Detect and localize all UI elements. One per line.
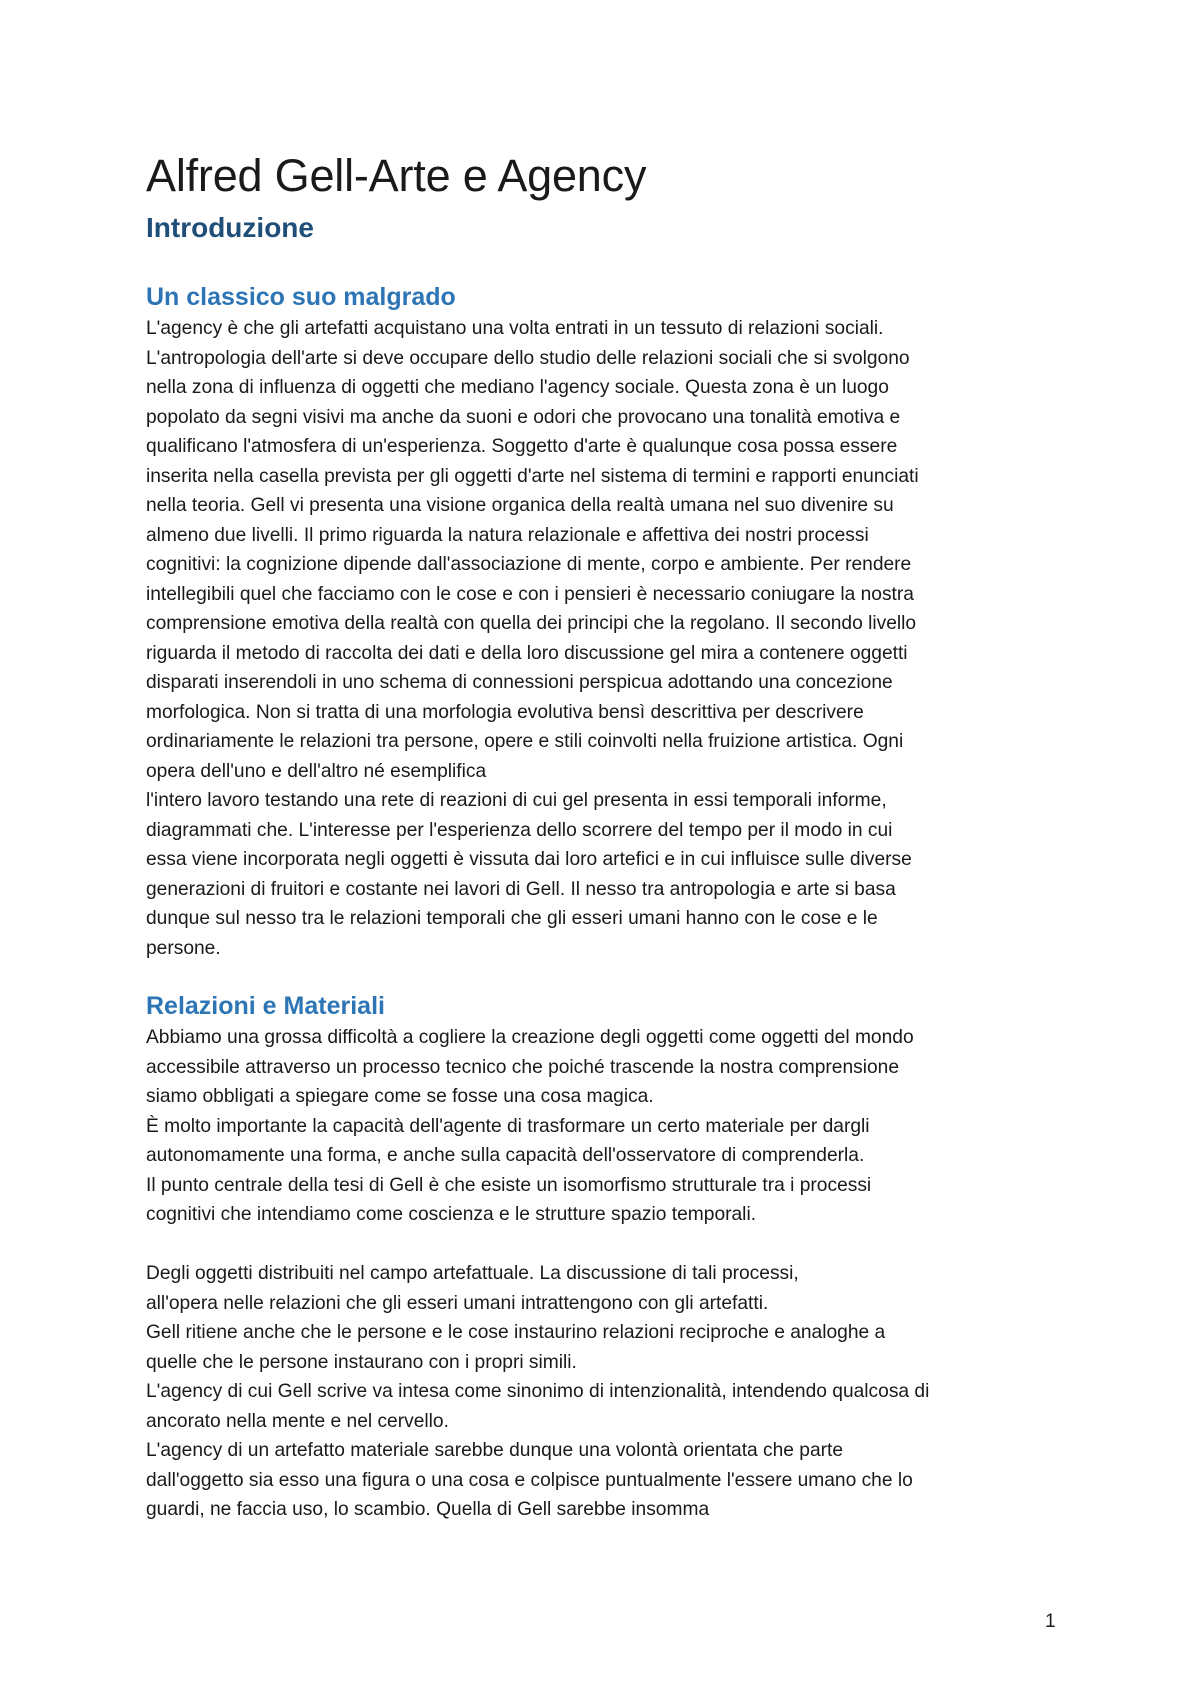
text-line: riguarda il metodo di raccolta dei dati e della loro discussione gel mira a contenere oggetti <box>146 642 908 664</box>
section-body <box>146 1023 1066 1525</box>
text-line: cognitivi che intendiamo come coscienza e le strutture spazio temporali. <box>146 1204 757 1225</box>
section-heading: Un classico suo malgrado <box>146 283 456 311</box>
text-line: diagrammati che. L'interesse per l'esperienza dello scorrere del tempo per il modo in cui <box>146 819 893 841</box>
text-line: L'antropologia dell'arte si deve occupare dello studio delle relazioni sociali che si svolgono <box>146 347 910 369</box>
section-heading: Relazioni e Materiali <box>146 992 385 1020</box>
page-number: 1 <box>1045 1611 1056 1632</box>
text-line: inserita nella casella prevista per gli oggetti d'arte nel sistema di termini e rapporti enunciati <box>146 465 919 487</box>
text-line: L'agency è che gli artefatti acquistano una volta entrati in un tessuto di relazioni sociali. <box>146 318 884 339</box>
section-body <box>146 314 1066 963</box>
text-line: nella teoria. Gell vi presenta una visione organica della realtà umana nel suo divenire su <box>146 495 894 516</box>
text-line: È molto importante la capacità dell'agente di trasformare un certo materiale per dargli <box>146 1115 870 1137</box>
document-subtitle: Introduzione <box>146 212 314 243</box>
text-line: intellegibili quel che facciamo con le cose e con i pensieri è necessario coniugare la nostra <box>146 583 914 605</box>
text-line: Abbiamo una grossa difficoltà a cogliere la creazione degli oggetti come oggetti del mondo <box>146 1027 914 1048</box>
text-line: persone. <box>146 937 221 959</box>
text-line: all'opera nelle relazioni che gli esseri umani intrattengono con gli artefatti. <box>146 1292 769 1314</box>
text-line: siamo obbligati a spiegare come se fosse una cosa magica. <box>146 1086 654 1107</box>
document-title: Alfred Gell-Arte e Agency <box>146 150 647 201</box>
text-line: cognitivi: la cognizione dipende dall'associazione di mente, corpo e ambiente. Per rendere <box>146 554 912 575</box>
text-line: Degli oggetti distribuiti nel campo artefattuale. La discussione di tali processi, <box>146 1263 799 1284</box>
text-line: accessibile attraverso un processo tecnico che poiché trascende la nostra comprensione <box>146 1056 899 1078</box>
text-line: essa viene incorporata negli oggetti è vissuta dai loro artefici e in cui influisce sulle diverse <box>146 849 912 870</box>
text-line: disparati inserendoli in uno schema di connessioni perspicua adottando una concezione <box>146 672 893 693</box>
text-line: qualificano l'atmosfera di un'esperienza. Soggetto d'arte è qualunque cosa possa essere <box>146 436 898 457</box>
text-line: dall'oggetto sia esso una figura o una cosa e colpisce puntualmente l'essere umano che lo <box>146 1469 913 1491</box>
text-line: generazioni di fruitori e costante nei lavori di Gell. Il nesso tra antropologia e arte si basa <box>146 878 896 900</box>
text-line: ordinariamente le relazioni tra persone, opere e stili coinvolti nella fruizione artistica. Ogni <box>146 731 904 752</box>
text-line: comprensione emotiva della realtà con quella dei principi che la regolano. Il secondo livello <box>146 613 917 634</box>
text-line: almeno due livelli. Il primo riguarda la natura relazionale e affettiva dei nostri processi <box>146 524 869 546</box>
text-line: autonomamente una forma, e anche sulla capacità dell'osservatore di comprenderla. <box>146 1145 865 1166</box>
text-line: opera dell'uno e dell'altro né esemplifica <box>146 760 487 782</box>
text-line: ancorato nella mente e nel cervello. <box>146 1410 449 1432</box>
text-line: guardi, ne faccia uso, lo scambio. Quella di Gell sarebbe insomma <box>146 1499 710 1520</box>
text-line: L'agency di un artefatto materiale sarebbe dunque una volontà orientata che parte <box>146 1440 844 1461</box>
page-content <box>146 148 1066 1525</box>
text-line: dunque sul nesso tra le relazioni temporali che gli esseri umani hanno con le cose e le <box>146 908 878 929</box>
text-line: Gell ritiene anche che le persone e le cose instaurino relazioni reciproche e analoghe a <box>146 1322 886 1343</box>
text-line: l'intero lavoro testando una rete di reazioni di cui gel presenta in essi temporali informe, <box>146 790 887 811</box>
text-line: Il punto centrale della tesi di Gell è che esiste un isomorfismo strutturale tra i processi <box>146 1174 872 1196</box>
text-line: popolato da segni visivi ma anche da suoni e odori che provocano una tonalità emotiva e <box>146 406 901 428</box>
text-line: nella zona di influenza di oggetti che mediano l'agency sociale. Questa zona è un luogo <box>146 377 889 398</box>
text-line: quelle che le persone instaurano con i propri simili. <box>146 1351 577 1373</box>
text-line: morfologica. Non si tratta di una morfologia evolutiva bensì descrittiva per descrivere <box>146 701 864 723</box>
text-line: L'agency di cui Gell scrive va intesa come sinonimo di intenzionalità, intendendo qualcosa di <box>146 1381 930 1402</box>
